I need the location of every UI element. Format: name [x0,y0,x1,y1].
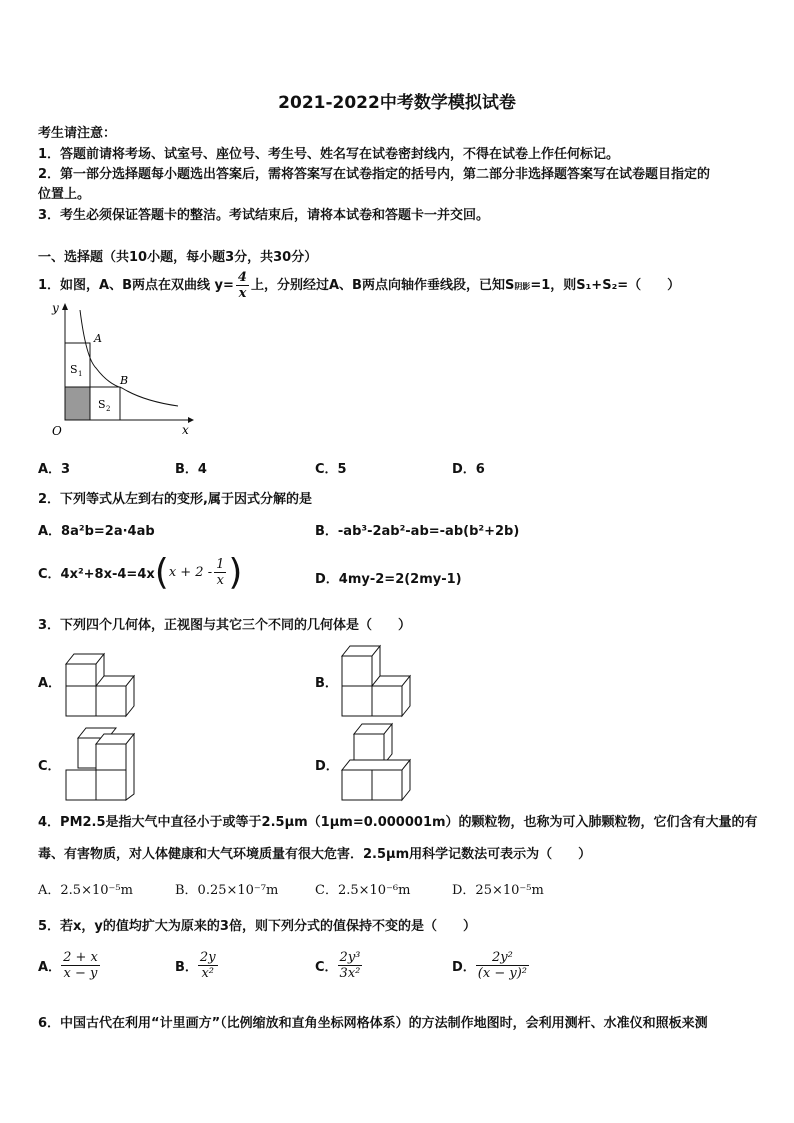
q1-option-a: A．3 [38,462,71,477]
q5-option-d: D． $\frac{\text{2y²}}{\text{(x − y)²}}$ [452,950,527,981]
label-s2: S [98,398,106,411]
notice-line: 2．第一部分选择题每小题选出答案后，需将答案写在试卷指定的括号内，第二部分非选择题答案写在试卷题目指定的 [38,167,711,182]
q4-option-a: A．2.5×10⁻⁵m [38,883,133,898]
q2-option-b: B．-ab³-2ab²-ab=-ab(b²+2b) [315,524,520,539]
notice-line: 位置上。 [38,187,91,202]
q2-option-a: A．8a²b=2a·4ab [38,524,155,539]
question-4-line-2: 毒、有害物质，对人体健康和大气环境质量有很大危害．2.5μm用科学记数法可表示为（ ） [38,847,592,862]
q3-solid-c [64,722,144,802]
q1-option-d: D．6 [452,462,485,477]
label-b: B [120,374,129,387]
q3-solid-a [64,642,144,718]
q5-option-c: C． $\frac{\text{2y³}}{\text{3x²}}$ [315,950,361,981]
q1-option-b: B．4 [175,462,207,477]
notice-line: 1．答题前请将考场、试室号、座位号、考生号、姓名写在试卷密封线内，不得在试卷上作任何标记。 [38,147,620,162]
q4-option-c: C．2.5×10⁻⁶m [315,883,411,898]
question-3-stem: 3．下列四个几何体，正视图与其它三个不同的几何体是（ ） [38,618,412,633]
shaded-region [65,387,90,420]
q2-option-c: C．4x²+8x-4=4x(x + 2 - $\frac{1}{x}$ ) [38,552,243,593]
label-y: y [52,301,59,315]
q3-solid-d [340,722,420,802]
q3-option-d-label: D． [315,759,339,774]
q1-option-c: C．5 [315,462,347,477]
hyperbola-figure [38,298,198,440]
label-a: A [94,332,102,345]
label-s1: S [70,363,78,376]
question-6-line-1: 6．中国古代在利用“计里画方”（比例缩放和直角坐标网格体系）的方法制作地图时，会利用测杆、水准仪和照板来测 [38,1016,708,1031]
q4-option-d: D．25×10⁻⁵m [452,883,544,898]
q5-option-b: B． $\frac{2y}{\text{x²}}$ [175,950,216,981]
q3-option-c-label: C． [38,759,61,774]
question-2-stem: 2．下列等式从左到右的变形,属于因式分解的是 [38,492,312,507]
question-1-stem: 1．如图，A、B两点在双曲线 y= $\frac{4}{x}$ 上，分别经过A、B两点向轴作垂线段，已知S阴影=1，则S₁+S₂=（ ） [38,270,681,301]
question-4-line-1: 4．PM2.5是指大气中直径小于或等于2.5μm（1μm=0.000001m）的颗粒物，也称为可入肺颗粒物，它们含有大量的有 [38,815,758,830]
q4-option-b: B．0.25×10⁻⁷m [175,883,279,898]
notice-line: 3．考生必须保证答题卡的整洁。考试结束后，请将本试卷和答题卡一并交回。 [38,208,490,223]
svg-text:1: 1 [78,370,83,378]
hyperbola-curve [80,310,178,406]
label-o: O [52,424,62,438]
question-5-stem: 5．若x，y的值均扩大为原来的3倍，则下列分式的值保持不变的是（ ） [38,919,476,934]
q3-option-b-label: B． [315,676,338,691]
q3-solid-b [340,642,420,718]
q2-option-d: D．4my-2=2(2my-1) [315,572,462,587]
section-heading: 一、选择题（共10小题，每小题3分，共30分） [38,250,318,265]
label-x: x [182,423,189,437]
q5-option-a: A． $\frac{2 + x}{x - y}$ [38,950,98,981]
svg-text:2: 2 [106,405,111,413]
notice-heading: 考生请注意： [38,126,117,141]
q3-option-a-label: A． [38,676,62,691]
page-title: 2021-2022中考数学模拟试卷 [278,93,516,113]
